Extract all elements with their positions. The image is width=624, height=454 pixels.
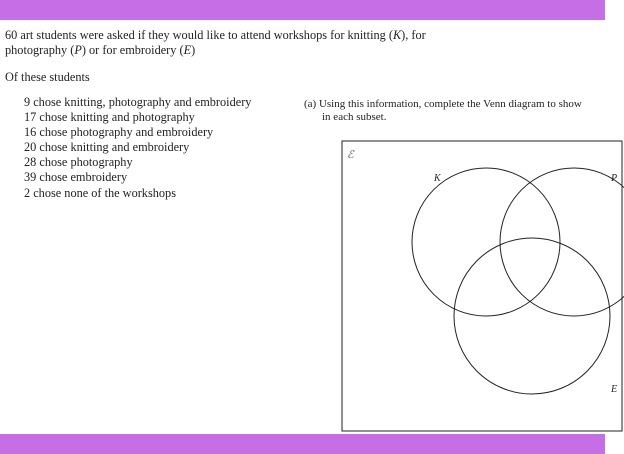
intro-line-1: 60 art students were asked if they would like to attend workshops for knitting (K), for [5,28,426,42]
set-k-circle [412,168,560,316]
choice-item: 39 chose embroidery [24,170,128,185]
top-banner [0,0,605,20]
choice-item: 9 chose knitting, photography and embroidery [24,95,252,109]
bottom-banner [0,434,605,454]
set-p-label: P [611,173,618,184]
choice-item: 20 chose knitting and embroidery [24,140,190,155]
universal-set-box [342,141,622,431]
choice-item: 2 chose none of the workshops [24,185,176,200]
part-a-line-2: in each subset. [322,111,387,123]
choice-item: 16 chose photography and embroidery [24,125,214,140]
choice-item: 17 chose knitting and photography [24,110,195,125]
intro-line-2: photography (P) or for embroidery (E) [5,43,196,57]
part-a-line-1: (a) Using this information, complete the Venn diagram to show [304,98,582,110]
venn-diagram[interactable] [0,20,618,434]
set-e-label: E [611,384,618,395]
choice-item: 28 chose photography [24,155,133,170]
set-k-label: K [434,173,441,184]
universal-set-symbol: ℰ [347,149,354,161]
of-these-heading: Of these students [5,70,90,84]
worksheet-page [0,20,618,434]
set-p-circle [500,168,624,316]
